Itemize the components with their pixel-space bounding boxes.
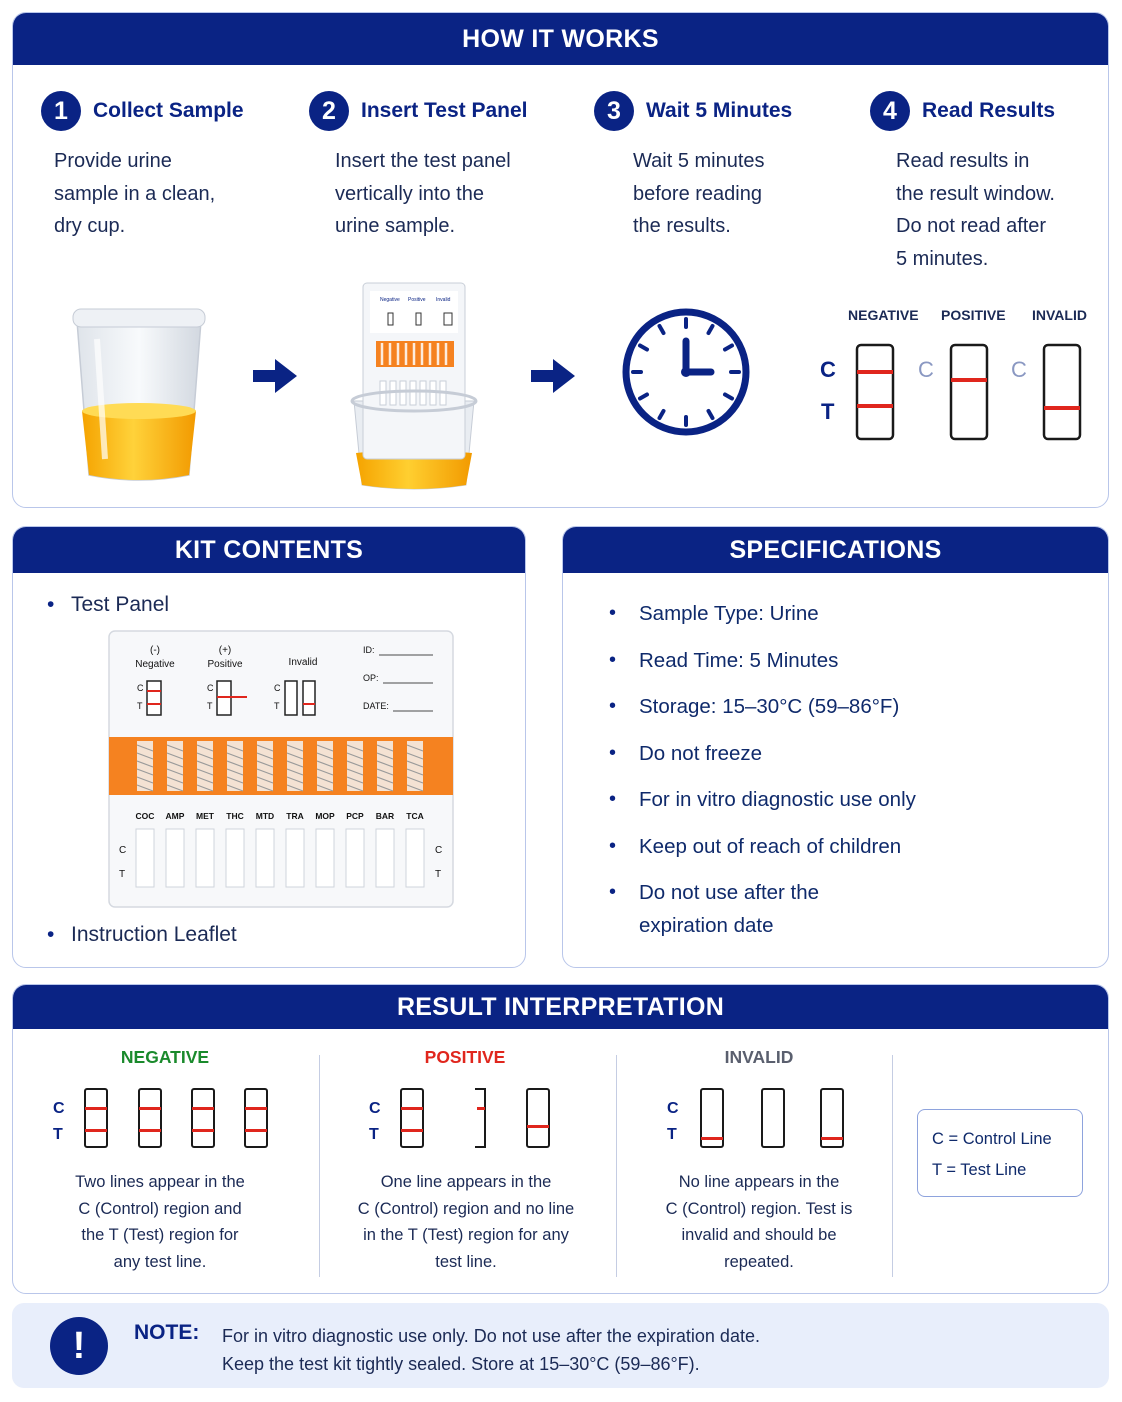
step-description: Insert the test panel vertically into the urine sample. xyxy=(335,150,511,237)
control-letter: C xyxy=(918,357,934,382)
svg-text:T: T xyxy=(119,869,126,880)
control-letter: C xyxy=(53,1100,65,1117)
step-number: 2 xyxy=(309,91,349,131)
kit-item-instruction-leaflet: • Instruction Leaflet xyxy=(71,923,237,947)
legend-box xyxy=(917,1109,1083,1197)
negative-text: Negative xyxy=(135,659,175,670)
step-number: 1 xyxy=(41,91,81,131)
sample-well xyxy=(316,829,334,887)
date-label: DATE: xyxy=(363,701,389,711)
svg-text:C: C xyxy=(207,683,214,693)
positive-sign: (+) xyxy=(218,645,232,656)
kit-contents-title: KIT CONTENTS xyxy=(13,527,525,573)
positive-strip xyxy=(949,343,989,441)
positive-strips xyxy=(365,1085,565,1155)
invalid-label: INVALID xyxy=(1032,307,1087,323)
positive-title: POSITIVE xyxy=(424,1047,506,1067)
sample-well xyxy=(346,829,364,887)
negative-strips xyxy=(49,1085,289,1155)
spec-sample-type: • Sample Type: Urine xyxy=(639,597,916,630)
legend-test-line: T = Test Line xyxy=(932,1161,1027,1179)
step-title: Insert Test Panel xyxy=(361,99,528,122)
step-description: Provide urine sample in a clean, dry cup. xyxy=(54,150,216,237)
sample-well xyxy=(406,829,424,887)
svg-text:Negative: Negative xyxy=(380,297,400,303)
invalid-strip xyxy=(1042,343,1082,441)
negative-strip xyxy=(855,343,895,441)
positive-text: Positive xyxy=(207,659,243,670)
divider xyxy=(892,1055,893,1277)
sample-well xyxy=(136,829,154,887)
spec-storage: • Storage: 15–30°C (59–86°F) xyxy=(639,690,916,723)
invalid-text: Invalid xyxy=(288,657,318,668)
sample-well xyxy=(256,829,274,887)
step-read-results xyxy=(870,91,1055,275)
test-letter: T xyxy=(667,1126,677,1143)
negative-label: NEGATIVE xyxy=(848,307,919,323)
drug-label: MOP xyxy=(315,811,335,821)
legend-control-line: C = Control Line xyxy=(932,1130,1052,1148)
svg-text:Invalid: Invalid xyxy=(436,297,451,303)
spec-expiration: • Do not use after the expiration date xyxy=(639,876,916,942)
note-box xyxy=(12,1303,1109,1388)
negative-sign: (-) xyxy=(150,645,160,656)
divider xyxy=(319,1055,320,1277)
negative-title: NEGATIVE xyxy=(120,1047,210,1067)
svg-text:T: T xyxy=(274,701,280,711)
svg-text:C: C xyxy=(119,845,127,856)
invalid-description: No line appears in the C (Control) region. Test is invalid and should be repeated. xyxy=(665,1173,853,1271)
spec-keep-away: • Keep out of reach of children xyxy=(639,830,916,863)
exclamation-icon: ! xyxy=(50,1317,108,1375)
drug-label: TRA xyxy=(286,811,304,821)
drug-label: TCA xyxy=(406,811,424,821)
sample-well xyxy=(166,829,184,887)
spec-read-time: • Read Time: 5 Minutes xyxy=(639,644,916,677)
kit-item-test-panel: • Test Panel xyxy=(71,593,169,617)
spec-in-vitro: • For in vitro diagnostic use only xyxy=(639,783,916,816)
kit-contents-panel xyxy=(12,526,526,968)
positive-description: One line appears in the C (Control) region and no line in the T (Test) region for any test line. xyxy=(357,1173,575,1271)
control-letter: C xyxy=(1011,357,1027,382)
divider xyxy=(616,1055,617,1277)
step-title: Collect Sample xyxy=(93,99,244,122)
drug-label: AMP xyxy=(165,811,185,821)
svg-text:C: C xyxy=(274,683,281,693)
result-interpretation-panel xyxy=(12,984,1109,1294)
op-label: OP: xyxy=(363,673,379,683)
sample-well xyxy=(226,829,244,887)
step-description: Read results in the result window. Do not read after 5 minutes. xyxy=(896,150,1055,270)
negative-description: Two lines appear in the C (Control) region and the T (Test) region for any test line. xyxy=(75,1173,245,1271)
specifications-list xyxy=(639,597,916,956)
drug-label: BAR xyxy=(375,811,395,821)
step-description: Wait 5 minutes before reading the results. xyxy=(633,150,765,237)
sample-well xyxy=(286,829,304,887)
control-letter: C xyxy=(667,1100,679,1117)
how-it-works-panel xyxy=(12,12,1109,508)
arrow-right-icon xyxy=(531,359,575,393)
step-collect-sample xyxy=(41,91,244,243)
drug-label: PCP xyxy=(346,811,364,821)
invalid-strips xyxy=(665,1085,865,1155)
arrow-right-icon xyxy=(253,359,297,393)
invalid-title: INVALID xyxy=(724,1047,794,1067)
svg-text:C: C xyxy=(435,845,443,856)
control-letter: C xyxy=(820,357,836,382)
urine-cup-icon xyxy=(71,299,207,483)
step-number: 3 xyxy=(594,91,634,131)
spec-do-not-freeze: • Do not freeze xyxy=(639,737,916,770)
id-label: ID: xyxy=(363,645,375,655)
step-insert-test-panel xyxy=(309,91,528,243)
note-text: For in vitro diagnostic use only. Do not use after the expiration date. Keep the test kit tightly sealed. Store at 15–30°C (59–86°F). xyxy=(222,1326,760,1374)
note-label: NOTE: xyxy=(134,1321,200,1344)
how-it-works-title: HOW IT WORKS xyxy=(13,13,1108,65)
svg-text:T: T xyxy=(435,869,442,880)
step-wait-5-minutes xyxy=(594,91,792,243)
cup-with-test-panel-icon xyxy=(338,271,490,497)
svg-text:T: T xyxy=(207,701,213,711)
specifications-title: SPECIFICATIONS xyxy=(563,527,1108,573)
control-letter: C xyxy=(369,1100,381,1117)
positive-label: POSITIVE xyxy=(941,307,1006,323)
svg-text:T: T xyxy=(137,701,143,711)
sample-well xyxy=(196,829,214,887)
step-title: Wait 5 Minutes xyxy=(646,99,793,122)
drug-label: MTD xyxy=(255,811,275,821)
clock-icon xyxy=(619,305,753,439)
drug-label: COC xyxy=(135,811,155,821)
result-interpretation-title: RESULT INTERPRETATION xyxy=(13,985,1108,1029)
svg-text:C: C xyxy=(137,683,144,693)
test-letter: T xyxy=(53,1126,63,1143)
sample-well xyxy=(376,829,394,887)
drug-label: MET xyxy=(196,811,214,821)
drug-label: THC xyxy=(226,811,244,821)
step-title: Read Results xyxy=(922,99,1056,122)
specifications-panel xyxy=(562,526,1109,968)
step-number: 4 xyxy=(870,91,910,131)
test-panel-card xyxy=(107,629,457,911)
test-letter: T xyxy=(821,399,835,424)
svg-text:Positive: Positive xyxy=(408,297,426,303)
test-letter: T xyxy=(369,1126,379,1143)
